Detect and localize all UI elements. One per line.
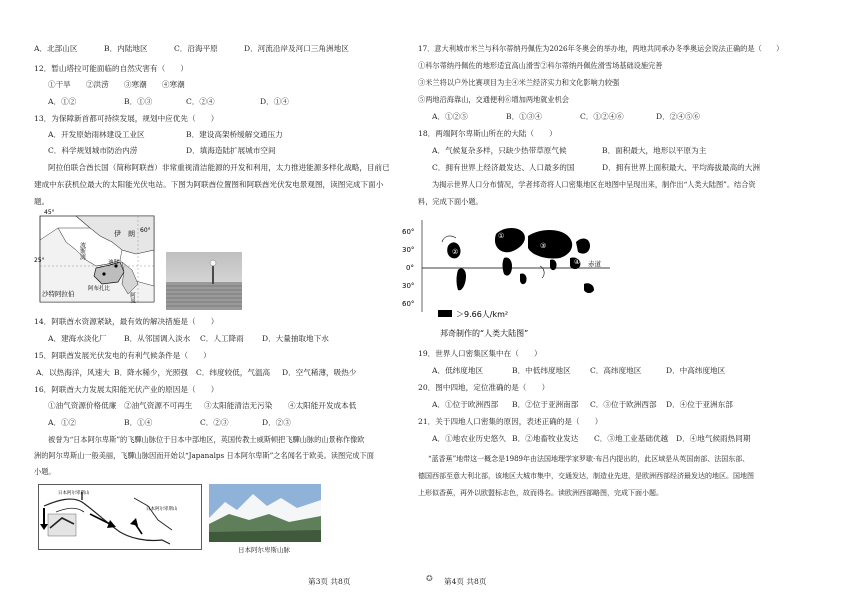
q20-option-b: B．②位于亚洲南部 <box>512 400 579 409</box>
q16-stem: 16．阿联酋大力发展太阳能光伏产业的原因是（ ） <box>34 385 219 394</box>
q12-option-a: A．①② <box>48 97 77 106</box>
q15-option-c: C．纬度较低，气温高 <box>196 368 271 377</box>
q21-option-a: A．①地农业历史悠久 <box>432 434 506 443</box>
map1-saudi-label: 沙特阿拉伯 <box>42 290 75 298</box>
intro2-line-1: 被誉为“日本阿尔卑斯”的飞驒山脉位于日本中部地区，英国传教士威斯顿把飞驒山脉的山景称作像欧 <box>48 435 365 444</box>
q14-option-d: D．大量抽取地下水 <box>262 334 329 343</box>
map1-lat-top: 45° <box>44 209 55 216</box>
q15-option-d: D．空气稀薄，吸热少 <box>282 368 357 377</box>
q17-option-a: A．①②⑤ <box>432 112 468 121</box>
right-page-footer: 第4页 共8页 <box>444 577 487 586</box>
q14-option-a: A．建海水淡化厂 <box>48 334 107 343</box>
q17-item-2: ③米兰将以户外比赛项目为主④米兰经济实力和文化影响力较强 <box>418 78 620 87</box>
uae-location-map <box>36 210 158 306</box>
abudhabi-dot <box>102 272 105 275</box>
map1-lat-mid: 25° <box>34 257 45 264</box>
q16-item-4: ④太阳能开发成本低 <box>288 401 357 410</box>
q19-option-d: D．中高纬度地区 <box>666 366 726 375</box>
map3-lat-0: 0° <box>406 264 414 272</box>
q21-option-d: D．④地气候雨热同期 <box>676 434 751 443</box>
human-continent-map <box>400 212 630 342</box>
q14-option-b: B．从邻国调入淡水 <box>124 334 191 343</box>
q13-option-d: D．填海造陆扩展城市空间 <box>186 146 276 155</box>
intro1-line-3: 题。 <box>34 197 50 206</box>
q16-option-d: D．②③ <box>262 418 291 427</box>
q20-option-d: D．④位于亚洲东部 <box>666 400 733 409</box>
q20-option-c: C．③位于欧洲西部 <box>590 400 657 409</box>
intro3-line-1: 为揭示世界人口分布情况，学者邦奇将人口密集地区在地图中呈现出来，制作出“人类大陆图”。结合资 <box>432 180 756 189</box>
map1-abudhabi-label: 阿布扎比 <box>88 286 111 292</box>
intro2-line-3: 小题。 <box>34 467 56 476</box>
q17-item-3: ⑤两地沿海靠山，交通便利⑥增加两地就业机会 <box>418 95 569 104</box>
q20-stem: 20．图中四地，定位准确的是（ ） <box>418 383 550 392</box>
map3-lat-30s: 30° <box>402 282 415 290</box>
q15-option-a: A．以热海洋，风速大 <box>36 368 110 377</box>
q18-option-a: A．气候复杂多样，只缺少热带草原气候 <box>432 146 567 155</box>
japan-alps-map <box>38 484 202 550</box>
map2-label-b: 日本阿尔卑斯山 <box>146 507 178 512</box>
intro2-line-2: 洲的阿尔卑斯山一般美丽，飞驒山脉因而开始以“Japanalps 日本阿尔卑斯”之名闻名于欧美。读图完成下面 <box>34 451 374 460</box>
human-map-svg <box>400 212 630 342</box>
map3-marker-2: ② <box>452 248 459 256</box>
q20-option-a: A．①位于欧洲西部 <box>432 400 499 409</box>
q15-option-b: B．降水稀少，光照强 <box>114 368 188 377</box>
q11-option-d: D．河流沿岸及河口三角洲地区 <box>244 44 349 53</box>
q21-option-c: C．③地工业基础优越 <box>594 434 669 443</box>
q13-stem: 13．为保障新首都可持续发展，规划中应优先（ ） <box>34 114 219 123</box>
q12-stem: 12．暂山塔拉可能面临的自然灾害有（ ） <box>34 64 188 73</box>
map1-gulf-label: 波斯湾 <box>78 242 86 260</box>
q16-item-3: ③太阳能清洁无污染 <box>204 401 273 410</box>
map3-marker-4: ④ <box>574 258 581 266</box>
q16-item-2: ②油气资源不可再生 <box>124 401 193 410</box>
q21-stem: 21．关于四地人口密集的原因，表述正确的是（ ） <box>418 417 603 426</box>
q18-option-b: B．面积最大，地形以平原为主 <box>602 146 707 155</box>
map3-lat-60n: 60° <box>402 228 415 236</box>
right-page <box>402 0 860 608</box>
q12-option-d: D．①④ <box>260 97 289 106</box>
q17-stem: 17．意大利城市米兰与科尔蒂纳丹佩佐为2026年冬奥会的举办地，两地共同承办冬季奥运会说法正确的是（ ） <box>418 44 784 53</box>
q16-option-c: C．②③ <box>200 418 229 427</box>
intro1-line-1: 阿拉伯联合酋长国（简称阿联酋）非常重视清洁能源的开发和利用，太力推进能源多样化战略，目前已 <box>48 163 390 172</box>
q13-option-c: C．科学规划城市防治内涝 <box>48 146 138 155</box>
q19-option-b: B．中低纬度地区 <box>512 366 571 375</box>
q13-option-b: B．建设高架桥缓解交通压力 <box>186 130 283 139</box>
q16-option-a: A．①② <box>48 418 77 427</box>
intro3-line-2: 料，完成下面小题。 <box>418 197 483 206</box>
q19-stem: 19．世界人口密集区集中在（ ） <box>418 349 542 358</box>
intro4-line-3: 上形似香蕉，再外以欧盟标志色，故而得名。读欧洲西部略图，完成下面小题。 <box>418 489 663 497</box>
q11-option-c: C．沿海平原 <box>174 44 218 53</box>
q18-option-d: D．拥有世界上面积最大、平均海拔最高的大洲 <box>602 163 760 172</box>
q19-option-a: A．低纬度地区 <box>432 366 484 375</box>
map3-title: 邦奇制作的“人类大陆图” <box>440 329 529 338</box>
q17-option-b: B．①③④ <box>506 112 542 121</box>
q16-item-1: ①油气资源价格低廉 <box>48 401 117 410</box>
q16-option-b: B．①④ <box>124 418 153 427</box>
left-page-footer: 第3页 共8页 <box>308 577 351 586</box>
mountain-photo-svg <box>209 484 321 542</box>
q17-option-c: C．①②④⑥ <box>580 112 624 121</box>
solar-plant-photo <box>166 252 242 310</box>
map3-legend-label: ＞9.66人/km² <box>456 310 509 319</box>
q14-option-c: C．人工降雨 <box>200 334 244 343</box>
map3-marker-1: ① <box>498 232 505 240</box>
q17-option-d: D．②④⑤⑥ <box>656 112 701 121</box>
q18-stem: 18．两端阿尔卑斯山所在的大陆（ ） <box>418 129 557 138</box>
center-ornament: ✪ <box>426 574 433 583</box>
map3-legend-swatch <box>438 310 452 317</box>
intro4-line-1: “蓝香蕉”地带这一概念是1989年由法国地理学家罗歇·布吕内提出的，此区域是从英国南部、法国东部、 <box>428 455 750 463</box>
uae-map-svg <box>36 210 158 306</box>
solar-photo-svg <box>166 252 242 310</box>
map3-marker-3: ③ <box>540 242 547 250</box>
japan-alps-photo <box>209 484 321 542</box>
q12-option-c: C．②④ <box>186 97 215 106</box>
q13-option-a: A．开发原始雨林建设工业区 <box>48 130 145 139</box>
q19-option-c: C．高纬度地区 <box>590 366 642 375</box>
q12-option-b: B．①③ <box>124 97 153 106</box>
map1-dubai-label: 迪拜 <box>108 260 120 266</box>
intro4-line-2: 德国西部至意大利北部，该地区大城市集中，交通发达，制造业先进，是欧洲西部经济最发达的地区。国地图 <box>418 472 754 480</box>
q14-stem: 14．阿联酋水资源紧缺，最有效的解决措施是（ ） <box>34 317 219 326</box>
map1-oman-label: 阿曼 <box>129 292 135 303</box>
map3-lat-30n: 30° <box>402 246 415 254</box>
map2-caption: 日本阿尔卑斯山脉 <box>238 546 290 554</box>
japan-map-svg <box>38 484 202 550</box>
map1-iran-label: 伊 朗 <box>114 230 135 238</box>
q21-option-b: B．②地畜牧业发达 <box>512 434 579 443</box>
map3-lat-60s: 60° <box>402 300 415 308</box>
map1-lon-right: 60° <box>140 227 151 234</box>
q11-option-b: B．内陆地区 <box>104 44 148 53</box>
map3-equator-label: 赤道 <box>588 260 601 268</box>
q17-item-1: ①科尔蒂纳丹佩佐的地形适宜高山滑雪②科尔蒂纳丹佩佐滑雪场基础设施完善 <box>418 61 663 70</box>
map2-label-a: 日本阿尔卑斯山 <box>58 491 90 496</box>
q11-option-a: A．北部山区 <box>34 44 78 53</box>
q18-option-c: C．拥有世界上经济最发达、人口最多的国 <box>432 163 575 172</box>
q12-items: ①干旱 ②洪涝 ③寒潮 ④寒潮 <box>48 80 185 89</box>
intro1-line-2: 建成中东获机位最大的太阳能光伏电站。下图为阿联酋位置图和阿联酋光伏发电景观图，读图完成下面小 <box>34 180 384 189</box>
q15-stem: 15．阿联酋发展光伏发电的有利气候条件是（ ） <box>34 351 211 360</box>
